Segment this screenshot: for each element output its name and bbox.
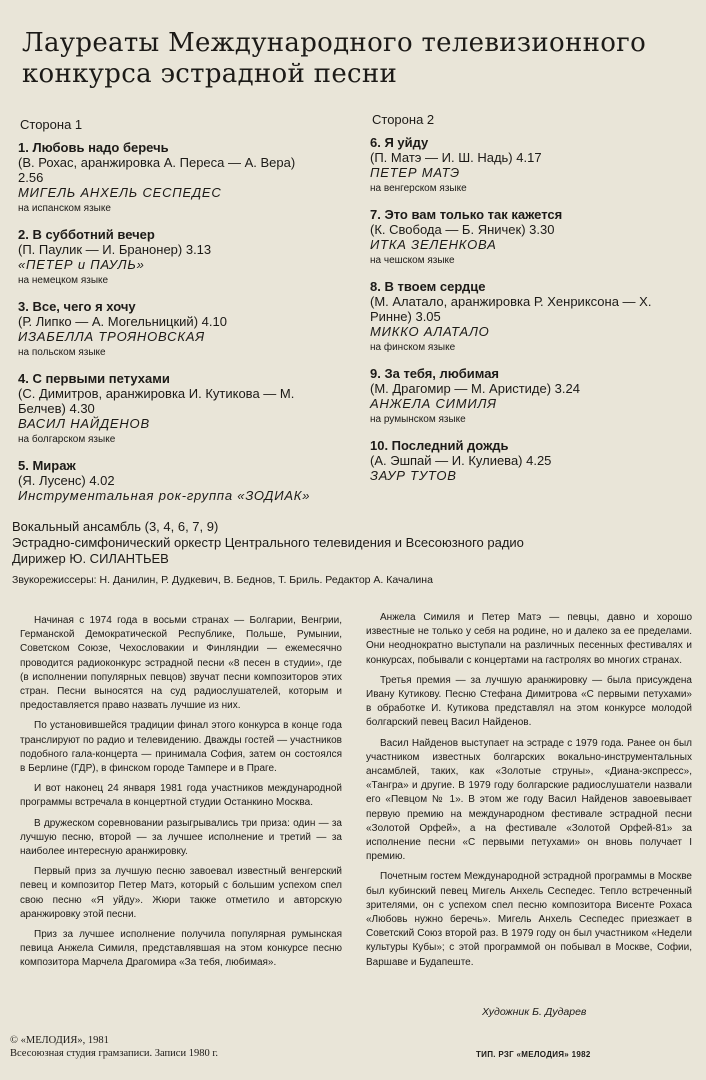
side-1-heading: Сторона 1: [20, 117, 83, 132]
paragraph: Почетным гостем Международной эстрадной программы в Москве был кубинский певец Мигель Анхель Сеспедес. Тепло встреченный зрителями, он с успехом спел песню композитора Висенте Рохаса «Любовь нужно беречь». Мигель Анхель Сеспедес приезжает в Советский Союз второй раз. В 1979 году он был участником «Недели культуры Кубы»; с этой программой он побывал в Москве, Софии, Варшаве и Будапеште.: [366, 871, 692, 968]
paragraph: Приз за лучшее исполнение получила популярная румынская певица Анжела Симиля, представлявшая на этом конкурсе песню композитора Марчела Драгомира «За тебя, любимая».: [20, 929, 342, 969]
track-2: [18, 227, 318, 287]
track-title: 3. Все, чего я хочу: [18, 299, 136, 314]
track-title: 10. Последний дождь: [370, 438, 509, 453]
track-language: на польском языке: [18, 347, 106, 358]
track-10: [370, 438, 670, 484]
track-credit: (М. Алатало, аранжировка Р. Хенриксона — Х. Ринне) 3.05: [370, 294, 652, 324]
copyright: © «МЕЛОДИЯ», 1981: [10, 1035, 109, 1046]
track-4: [18, 371, 318, 446]
artist-credit: Художник Б. Дударев: [482, 1006, 587, 1018]
track-artist: ИТКА ЗЕЛЕНКОВА: [370, 237, 497, 252]
paragraph: По установившейся традиции финал этого конкурса в конце года транслируют по радио и телевидению. Дважды гостей — участников подобного гала-концерта — принимала София, затем он состоялся в Берлине (ГДР), в финском городе Тампере и в Праге.: [20, 720, 342, 775]
track-title: 2. В субботний вечер: [18, 227, 155, 242]
track-credit: (П. Матэ — И. Ш. Надь) 4.17: [370, 150, 542, 165]
track-artist: ПЕТЕР МАТЭ: [370, 165, 460, 180]
track-artist: МИГЕЛЬ АНХЕЛЬ СЕСПЕДЕС: [18, 185, 222, 200]
paragraph: И вот наконец 24 января 1981 года участников международной программы встречала в концертной студии Останкино Москва.: [20, 783, 342, 809]
track-title: 9. За тебя, любимая: [370, 366, 500, 381]
track-3: [18, 299, 318, 359]
track-language: на финском языке: [370, 342, 456, 353]
track-credit: (В. Рохас, аранжировка А. Переса — А. Вера) 2.56: [18, 155, 296, 185]
track-credit: (Я. Лусенс) 4.02: [18, 473, 115, 488]
paragraph: В дружеском соревновании разыгрывались три приза: один — за лучшую песню, второй — за лучшее исполнение и третий — за наиболее интересную аранжировку.: [20, 817, 342, 858]
vocal-ensemble: Вокальный ансамбль (3, 4, 6, 7, 9): [12, 519, 219, 534]
conductor: Дирижер Ю. СИЛАНТЬЕВ: [12, 551, 169, 566]
track-title: 5. Мираж: [18, 458, 76, 473]
track-language: на чешском языке: [370, 255, 455, 266]
track-credit: (А. Эшпай — И. Кулиева) 4.25: [370, 453, 552, 468]
track-title: 4. С первыми петухами: [18, 371, 170, 386]
track-artist: ИЗАБЕЛЛА ТРОЯНОВСКАЯ: [18, 329, 205, 344]
track-artist: ЗАУР ТУТОВ: [370, 468, 457, 483]
studio-line: Всесоюзная студия грамзаписи. Записи 1980 г.: [10, 1048, 219, 1059]
page-title: Лауреаты Международного телевизионного конкурса эстрадной песни: [22, 28, 647, 89]
track-artist: АНЖЕЛА СИМИЛЯ: [370, 396, 497, 411]
track-language: на румынском языке: [370, 414, 466, 425]
side-1-tracklist: [18, 140, 318, 516]
track-artist: МИККО АЛАТАЛО: [370, 324, 490, 339]
footer-copyright: [10, 1034, 218, 1060]
track-title: 1. Любовь надо беречь: [18, 140, 169, 155]
printer-line: ТИП. РЗГ «МЕЛОДИЯ» 1982: [476, 1050, 591, 1059]
side-2-heading: Сторона 2: [372, 112, 435, 127]
track-language: на немецком языке: [18, 275, 109, 286]
track-8: [370, 279, 670, 354]
track-artist: «ПЕТЕР и ПАУЛЬ»: [18, 257, 145, 272]
track-credit: (К. Свобода — Б. Яничек) 3.30: [370, 222, 555, 237]
track-1: [18, 140, 318, 215]
track-6: [370, 135, 670, 195]
orchestra: Эстрадно-симфонический оркестр Центрального телевидения и Всесоюзного радио: [12, 535, 524, 550]
track-credit: (М. Драгомир — М. Аристиде) 3.24: [370, 381, 580, 396]
side-2-tracklist: [370, 135, 670, 496]
track-title: 7. Это вам только так кажется: [370, 207, 563, 222]
paragraph: Начиная с 1974 года в восьми странах — Болгарии, Венгрии, Германской Демократической Республике, Польше, Румынии, Советском Союзе, Чехословакии и Финляндии — ежемесячно проводится радиоконкурс эстрадной песни «8 песен в студии», где (в исполнении популярных певцов) звучат песни композиторов этих стран. Песни выносятся на суд радиослушателей, которым и предоставляется право назвать лучшие из них.: [20, 615, 342, 712]
track-credit: (Р. Липко — А. Могельницкий) 4.10: [18, 314, 227, 329]
track-language: на болгарском языке: [18, 434, 116, 445]
track-artist: ВАСИЛ НАЙДЕНОВ: [18, 416, 150, 431]
track-language: на испанском языке: [18, 203, 111, 214]
paragraph: Первый приз за лучшую песню завоевал известный венгерский певец и композитор Петер Матэ, который с большим успехом спел свою песню «Я уйду». Жюри также отметило и авторскую аранжировку этой песни.: [20, 866, 342, 920]
track-credit: (С. Димитров, аранжировка И. Кутикова — М. Белчев) 4.30: [18, 386, 295, 416]
track-language: на венгерском языке: [370, 183, 467, 194]
liner-notes-left: [20, 614, 342, 977]
track-credit: (П. Паулик — И. Бранонер) 3.13: [18, 242, 212, 257]
track-artist: Инструментальная рок-группа «ЗОДИАК»: [18, 488, 311, 503]
performer-credits: [12, 519, 692, 567]
paragraph: Третья премия — за лучшую аранжировку — была присуждена Ивану Кутикову. Песню Стефана Димитрова «С первыми петухами» в обработке И. Кутикова представлял на этом конкурсе молодой болгарский певец Васил Найденов.: [366, 674, 692, 729]
track-9: [370, 366, 670, 426]
paragraph: Васил Найденов выступает на эстраде с 1979 года. Ранее он был участником известных болгарских вокально-инструментальных ансамблей, таких, как «Золотые струны», «Диана-экспресс», «Тангра» и другие. В 1979 году болгарские радиослушатели назвали его «Певцом № 1». В этом же году Васил Найденов завоевывает первую премию на международном фестивале эстрадной песни «Золотой Орфей», а на фестивале «Золотой Орфей-81» за исполнение песни «С первыми петухами» он вновь получает I премию.: [366, 737, 692, 863]
sound-engineers: Звукорежиссеры: Н. Данилин, Р. Дудкевич, В. Беднов, Т. Бриль. Редактор А. Качалина: [12, 574, 433, 586]
track-title: 8. В твоем сердце: [370, 279, 486, 294]
track-5: [18, 458, 318, 504]
track-7: [370, 207, 670, 267]
track-title: 6. Я уйду: [370, 135, 429, 150]
paragraph: Анжела Симиля и Петер Матэ — певцы, давно и хорошо известные не только у себя на родине, но и далеко за ее пределами. Они неоднократно выступали на различных песенных фестивалях и конкурсах, побывали с концертами на гастролях во многих странах.: [366, 612, 692, 666]
liner-notes-right: [366, 611, 692, 976]
